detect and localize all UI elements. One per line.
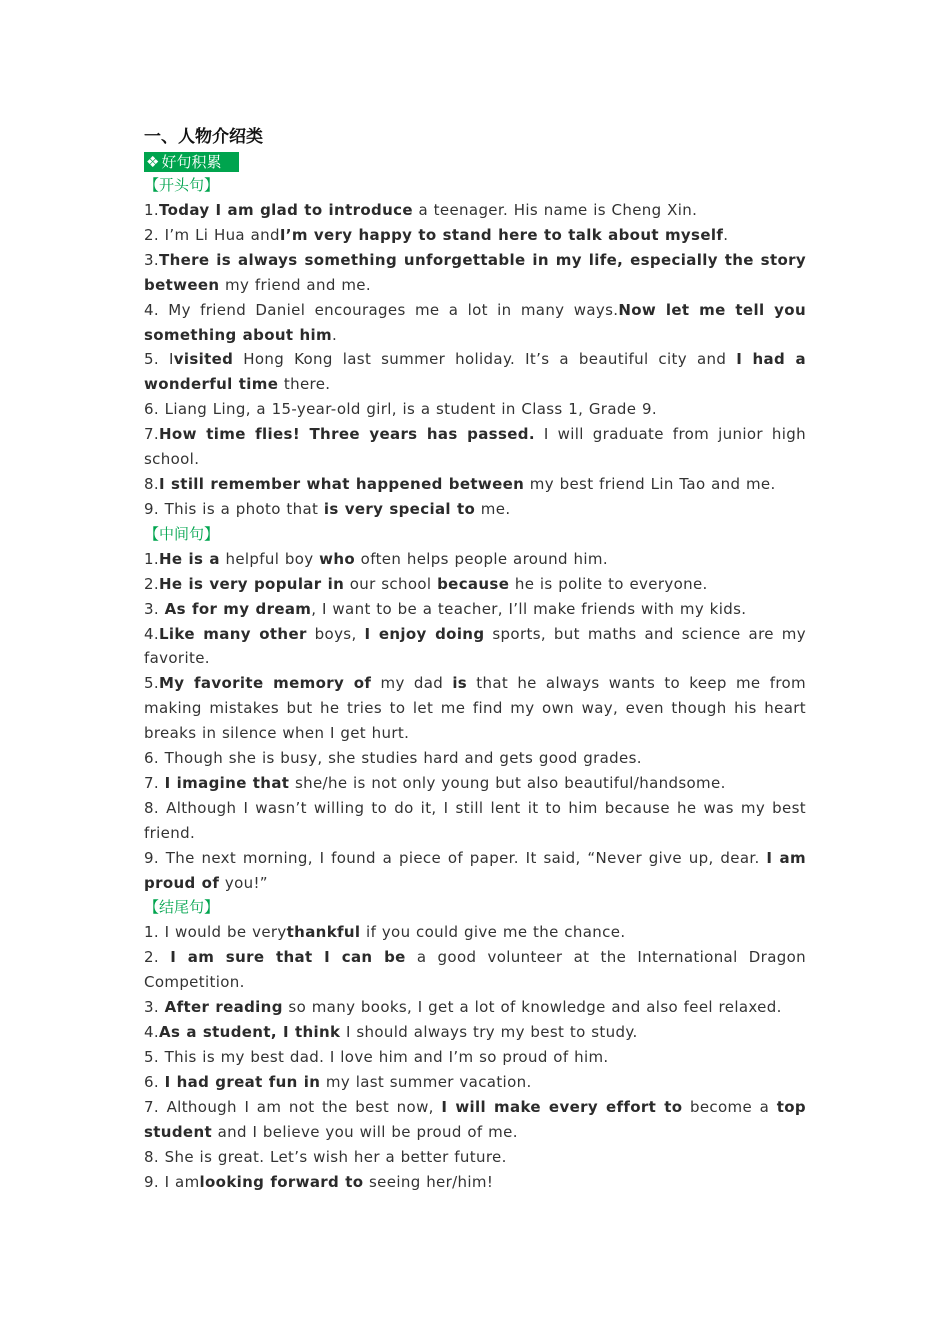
sentence-text: 5. (144, 674, 160, 693)
diamond-icon: ❖ (146, 153, 160, 171)
sentence-text: my friend and me. (219, 275, 371, 294)
key-phrase: I am proud of (144, 848, 806, 892)
key-phrase: There is always something unforgettable in my life, especially the story between (144, 250, 806, 294)
sentence-item (144, 472, 806, 497)
key-phrase: I had a wonderful time (144, 350, 806, 394)
sentence-text: helpful boy (219, 549, 320, 568)
sentence-text: I will graduate from junior high school. (144, 425, 806, 469)
badge-row (144, 150, 806, 173)
key-phrase: thankful (286, 923, 361, 942)
sentence-text: my best friend Lin Tao and me. (524, 474, 776, 493)
sentence-item (144, 572, 806, 597)
sentence-item (144, 1095, 806, 1145)
key-phrase: As a student, I think (159, 1023, 341, 1042)
sentence-text: I should always try my best to study. (340, 1023, 638, 1042)
key-phrase: I had great fun in (164, 1072, 321, 1091)
sentence-text: 7. (144, 425, 160, 444)
sentence-text: she/he is not only young but also beautiful/handsome. (289, 773, 726, 792)
key-phrase: is (452, 674, 468, 693)
sentence-text: 8. (144, 474, 160, 493)
sentence-text: seeing her/him! (363, 1172, 494, 1191)
sentence-item (144, 397, 806, 422)
sentence-text: 5. This is my best dad. I love him and I’m so proud of him. (144, 1048, 609, 1066)
key-phrase: Today I am glad to introduce (159, 201, 413, 219)
sentence-text: 2. (144, 948, 171, 967)
sentence-item (144, 422, 806, 472)
sentence-item (144, 1145, 806, 1170)
sentence-text: 3. (144, 250, 160, 269)
sentence-text: 1. (144, 201, 160, 219)
sentence-text: become a (682, 1097, 777, 1116)
sentence-text: if you could give me the chance. (360, 923, 626, 942)
sentence-text: 3. (144, 998, 165, 1017)
sentence-item (144, 771, 806, 796)
key-phrase: visited (173, 350, 234, 369)
key-phrase: After reading (164, 998, 283, 1017)
sentence-text: he is polite to everyone. (509, 574, 708, 593)
sentence-text: a teenager. His name is Cheng Xin. (412, 201, 698, 219)
sentence-item (144, 746, 806, 771)
sentence-text: 8. She is great. Let’s wish her a better future. (144, 1147, 507, 1166)
sentence-text: , I want to be a teacher, I’ll make friends with my kids. (311, 599, 747, 618)
sentence-text: that he always wants to keep me from making mistakes but he tries to let me find my own way, even though his heart breaks in silence when I get hurt. (144, 674, 806, 743)
sentence-text: 5. I (144, 350, 174, 369)
key-phrase: How time flies! Three years has passed. (159, 425, 535, 444)
sentence-text: you!” (219, 873, 268, 892)
sentence-text: . (332, 325, 338, 344)
sentence-text: 4. (144, 1023, 160, 1042)
key-phrase: I still remember what happened between (159, 474, 525, 493)
key-phrase: I’m very happy to stand here to talk about myself (279, 225, 724, 244)
sentence-text: 6. Though she is busy, she studies hard and gets good grades. (144, 749, 642, 768)
key-phrase: Like many other (159, 624, 307, 643)
sentence-text: 1. I would be very (144, 923, 287, 942)
sentence-text: 8. Although I wasn’t willing to do it, I still lent it to him because he was my best friend. (144, 798, 806, 842)
sentence-text: Hong Kong last summer holiday. It’s a beautiful city and (233, 350, 737, 369)
sentence-text: 9. I am (144, 1172, 200, 1191)
key-phrase: Now let me tell you something about him (144, 300, 806, 344)
key-phrase: looking forward to (199, 1172, 364, 1191)
sentence-text: our school (344, 574, 438, 593)
key-phrase: I am sure that I can be (170, 948, 406, 967)
key-phrase: because (437, 574, 510, 593)
sentence-text: often helps people around him. (355, 549, 608, 568)
key-phrase: I imagine that (164, 773, 290, 792)
sentence-item (144, 248, 806, 298)
sentence-text: 4. My friend Daniel encourages me a lot in many ways. (144, 300, 619, 319)
sentence-text: 7. (144, 773, 165, 792)
badge-label: 好句积累 (161, 153, 222, 171)
sentence-text: . (723, 225, 729, 244)
sentence-item (144, 1045, 806, 1070)
sentence-text: there. (278, 375, 331, 394)
sentence-item (144, 995, 806, 1020)
section-heading: 【结尾句】 (144, 898, 220, 917)
sentence-text: me. (475, 499, 511, 518)
key-phrase: who (319, 549, 356, 568)
sentence-item (144, 945, 806, 995)
sentence-text: 2. (144, 574, 160, 593)
key-phrase: As for my dream (164, 599, 312, 618)
sentence-item (144, 223, 806, 248)
section-heading: 【开头句】 (144, 176, 220, 194)
sentence-item (144, 1070, 806, 1095)
key-phrase: My favorite memory of (159, 674, 372, 693)
sentence-item (144, 622, 806, 672)
sentence-text: 6. (144, 1072, 165, 1091)
sentence-text: 2. I’m Li Hua and (144, 225, 280, 244)
key-phrase: top student (144, 1097, 807, 1141)
sentence-text: 9. This is a photo that (144, 499, 324, 518)
sentence-text: my dad (371, 674, 453, 693)
sentence-item (144, 497, 806, 522)
sentence-text: boys, (306, 624, 365, 643)
sentence-text: and I believe you will be proud of me. (212, 1122, 518, 1141)
sentence-item (144, 1170, 806, 1195)
sentence-text: 3. (144, 599, 165, 618)
document-content (144, 124, 806, 1194)
key-phrase: He is a (159, 549, 220, 568)
key-phrase: I will make every effort to (441, 1097, 683, 1116)
sentence-item (144, 846, 806, 896)
sentence-item (144, 671, 806, 746)
key-phrase: is very special to (323, 499, 476, 518)
sentence-item (144, 347, 806, 397)
sentence-item (144, 796, 806, 846)
sentence-item (144, 298, 806, 348)
sentence-item (144, 920, 806, 945)
sentence-item (144, 198, 806, 223)
section-heading: 【中间句】 (144, 524, 220, 543)
sentence-text: 6. Liang Ling, a 15-year-old girl, is a student in Class 1, Grade 9. (144, 400, 657, 419)
sentence-text: 9. The next morning, I found a piece of paper. It said, “Never give up, dear. (144, 848, 767, 867)
sentence-text: 7. Although I am not the best now, (144, 1097, 442, 1116)
sentence-text: my last summer vacation. (320, 1072, 532, 1091)
sentence-text: so many books, I get a lot of knowledge and also feel relaxed. (282, 998, 782, 1017)
key-phrase: I enjoy doing (364, 624, 485, 643)
good-sentences-badge (144, 152, 239, 172)
sentence-item (144, 547, 806, 572)
sentence-text: a good volunteer at the International Dragon Competition. (144, 948, 806, 992)
sentence-item (144, 1020, 806, 1045)
sentence-text: 4. (144, 624, 160, 643)
sentence-text: sports, but maths and science are my favorite. (144, 624, 806, 668)
key-phrase: He is very popular in (159, 574, 345, 593)
page-title: 一、人物介绍类 (144, 127, 263, 147)
sentence-text: 1. (144, 549, 160, 568)
sentence-item (144, 597, 806, 622)
